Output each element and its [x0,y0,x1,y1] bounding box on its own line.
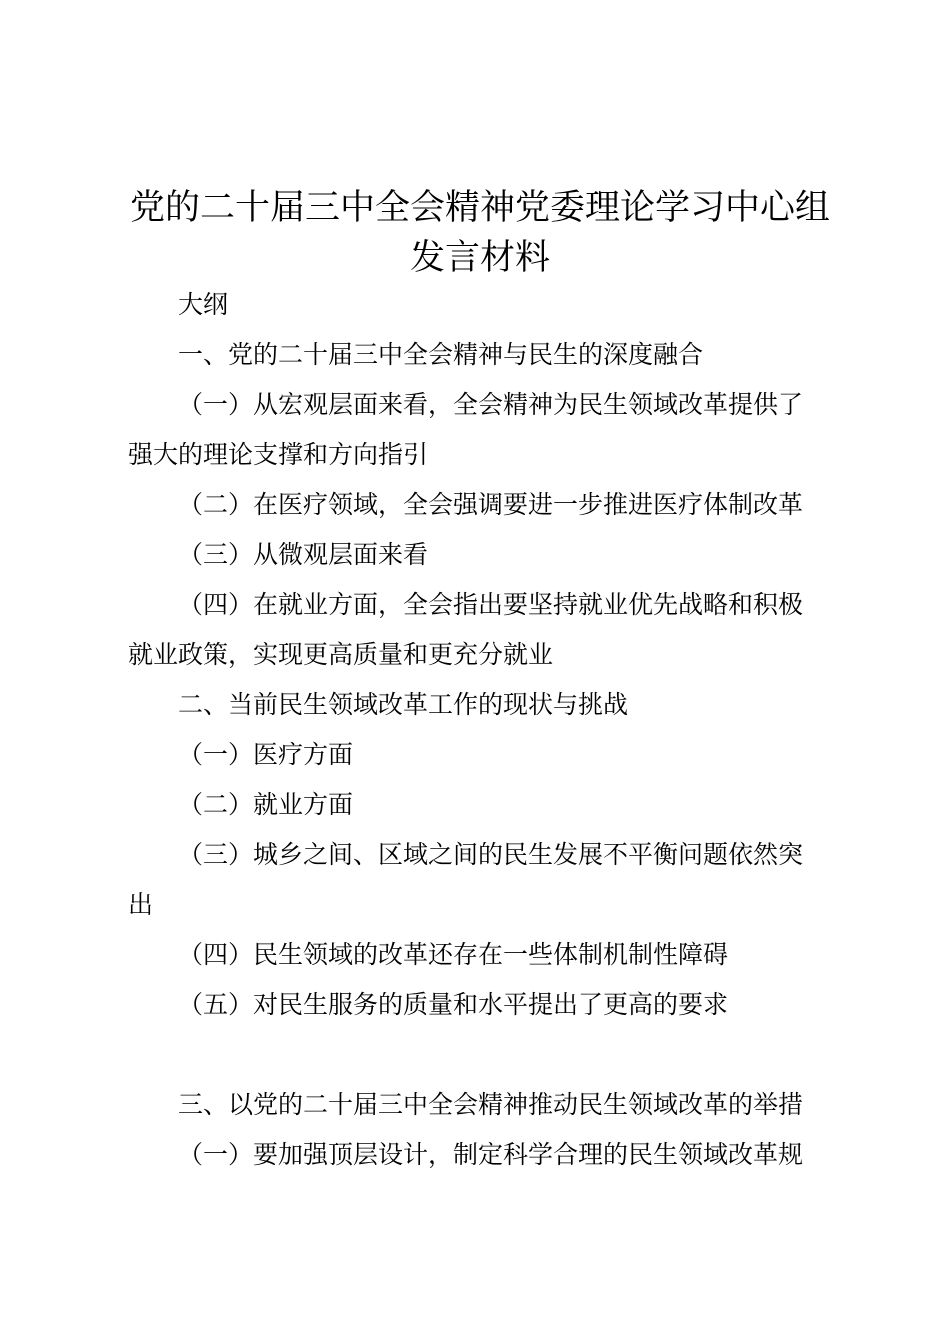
outline-item: （四）民生领域的改革还存在一些体制机制性障碍 [178,940,729,969]
section-heading-3: 三、以党的二十届三中全会精神推动民生领域改革的举措 [178,1090,804,1119]
section-heading-2: 二、当前民生领域改革工作的现状与挑战 [178,690,629,719]
outline-item-continuation: 出 [128,890,154,919]
outline-heading: 大纲 [178,290,229,319]
document-title-line-1: 党的二十届三中全会精神党委理论学习中心组 [129,188,830,228]
outline-item: （三）从微观层面来看 [178,540,429,569]
outline-item: （一）医疗方面 [178,740,354,769]
outline-item: （三）城乡之间、区域之间的民生发展不平衡问题依然突 [178,840,804,869]
outline-item: （二）就业方面 [178,790,354,819]
section-heading-1: 一、党的二十届三中全会精神与民生的深度融合 [178,340,704,369]
outline-item: （一）从宏观层面来看，全会精神为民生领域改革提供了 [178,390,804,419]
outline-item: （一）要加强顶层设计，制定科学合理的民生领域改革规 [178,1140,804,1169]
outline-item: （五）对民生服务的质量和水平提出了更高的要求 [178,990,729,1019]
outline-item: （四）在就业方面，全会指出要坚持就业优先战略和积极 [178,590,804,619]
outline-item-continuation: 就业政策，实现更高质量和更充分就业 [128,640,554,669]
outline-item-continuation: 强大的理论支撑和方向指引 [128,440,429,469]
outline-item: （二）在医疗领域，全会强调要进一步推进医疗体制改革 [178,490,804,519]
document-title-line-2: 发言材料 [409,238,550,278]
